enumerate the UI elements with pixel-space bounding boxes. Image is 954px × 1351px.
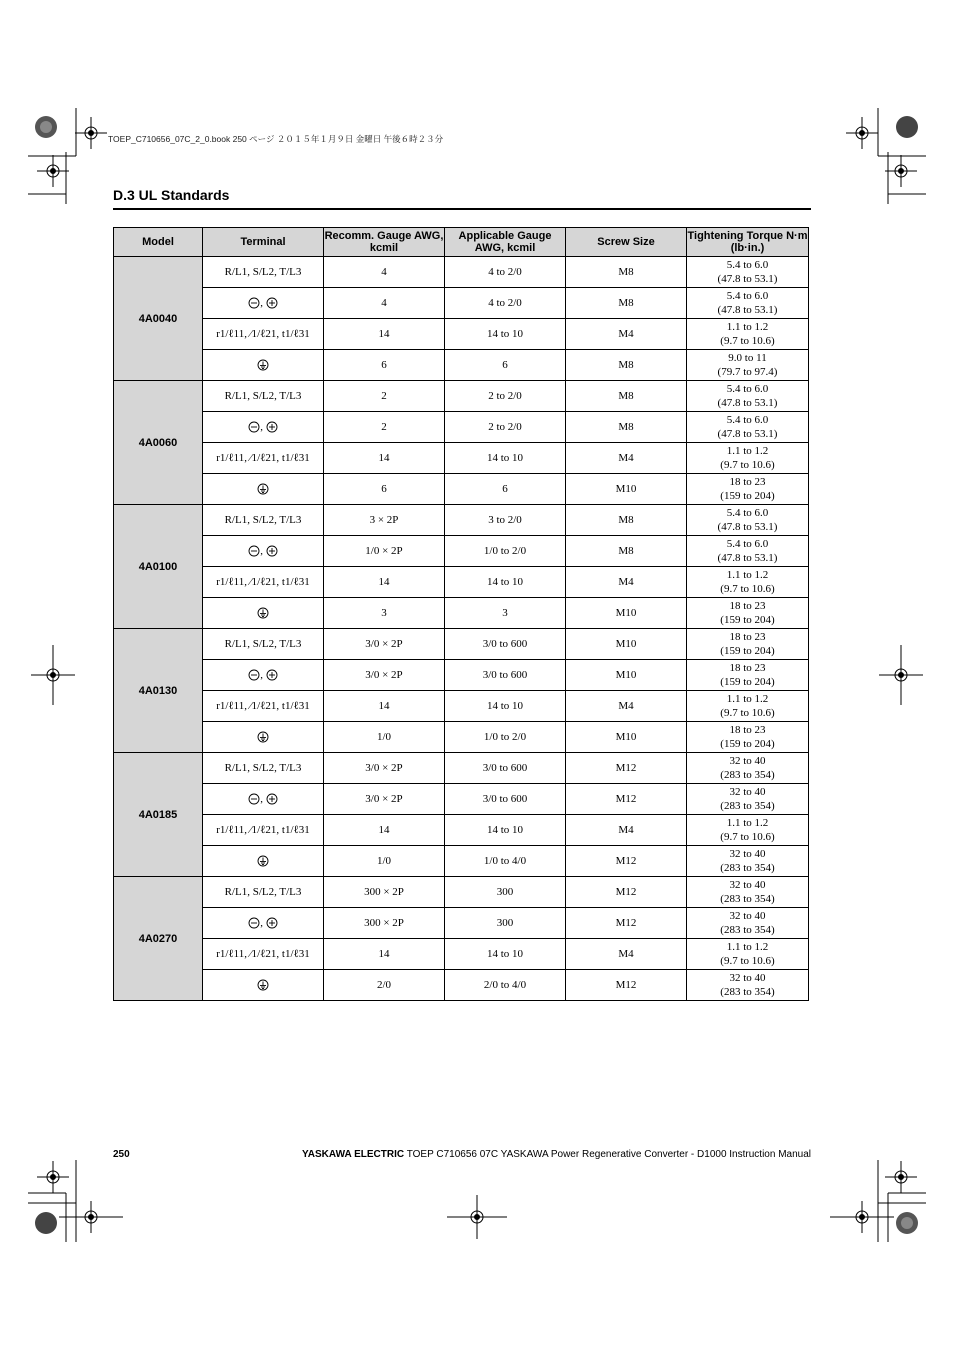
torque-metric: 32 to 40 <box>729 848 766 860</box>
torque-imperial: (283 to 354) <box>720 893 775 905</box>
table-row <box>114 567 809 598</box>
torque-cell <box>687 753 809 784</box>
ground-icon <box>257 359 269 371</box>
torque-metric: 32 to 40 <box>729 786 766 798</box>
torque-metric: 5.4 to 6.0 <box>726 538 769 550</box>
recomm-gauge-cell: 3/0 × 2P <box>324 784 445 815</box>
table-row <box>114 474 809 505</box>
header-model: Model <box>114 228 203 257</box>
header-recomm-gauge: Recomm. Gauge AWG, kcmil <box>324 228 445 257</box>
minus-terminal-icon <box>248 917 260 929</box>
model-cell: 4A0185 <box>114 753 203 877</box>
torque-imperial: (47.8 to 53.1) <box>717 521 778 533</box>
torque-cell <box>687 815 809 846</box>
table-row <box>114 815 809 846</box>
header-terminal: Terminal <box>203 228 324 257</box>
screw-size-cell: M10 <box>566 660 687 691</box>
section-title: D.3 UL Standards <box>113 187 230 203</box>
torque-imperial: (283 to 354) <box>720 862 775 874</box>
torque-cell <box>687 846 809 877</box>
terminal-control-circuit: r1/ℓ11, ⁄1/ℓ21, t1/ℓ31 <box>203 443 324 474</box>
screw-size-cell: M10 <box>566 629 687 660</box>
terminal-dc-bus: , <box>203 784 324 815</box>
recomm-gauge-cell: 3/0 × 2P <box>324 753 445 784</box>
model-cell: 4A0100 <box>114 505 203 629</box>
recomm-gauge-cell: 14 <box>324 443 445 474</box>
applicable-gauge-cell: 300 <box>445 908 566 939</box>
table-header-row <box>114 228 809 257</box>
screw-size-cell: M10 <box>566 474 687 505</box>
applicable-gauge-cell: 14 to 10 <box>445 443 566 474</box>
torque-cell <box>687 567 809 598</box>
screw-size-cell: M12 <box>566 877 687 908</box>
torque-imperial: (283 to 354) <box>720 986 775 998</box>
table-row <box>114 753 809 784</box>
book-header-line: TOEP_C710656_07C_2_0.book 250 ページ ２０１５年１月９日 金曜日 午後６時２３分 <box>108 134 444 144</box>
terminal-main-circuit: R/L1, S/L2, T/L3 <box>203 753 324 784</box>
torque-metric: 32 to 40 <box>729 755 766 767</box>
applicable-gauge-cell: 3 to 2/0 <box>445 505 566 536</box>
applicable-gauge-cell: 3 <box>445 598 566 629</box>
terminal-main-circuit: R/L1, S/L2, T/L3 <box>203 257 324 288</box>
torque-metric: 5.4 to 6.0 <box>726 507 769 519</box>
recomm-gauge-cell: 1/0 × 2P <box>324 536 445 567</box>
terminal-ground <box>203 722 324 753</box>
screw-size-cell: M8 <box>566 412 687 443</box>
applicable-gauge-cell: 14 to 10 <box>445 567 566 598</box>
screw-size-cell: M8 <box>566 536 687 567</box>
torque-cell <box>687 443 809 474</box>
table-row <box>114 691 809 722</box>
recomm-gauge-cell: 4 <box>324 257 445 288</box>
applicable-gauge-cell: 2 to 2/0 <box>445 412 566 443</box>
screw-size-cell: M12 <box>566 970 687 1001</box>
torque-imperial: (283 to 354) <box>720 800 775 812</box>
model-cell: 4A0040 <box>114 257 203 381</box>
table-row <box>114 908 809 939</box>
torque-cell <box>687 288 809 319</box>
recomm-gauge-cell: 14 <box>324 815 445 846</box>
model-cell: 4A0270 <box>114 877 203 1001</box>
recomm-gauge-cell: 300 × 2P <box>324 877 445 908</box>
model-cell: 4A0130 <box>114 629 203 753</box>
table-row <box>114 536 809 567</box>
torque-metric: 5.4 to 6.0 <box>726 414 769 426</box>
torque-cell <box>687 908 809 939</box>
table-row <box>114 939 809 970</box>
ground-icon <box>257 607 269 619</box>
model-cell: 4A0060 <box>114 381 203 505</box>
table-row <box>114 443 809 474</box>
table-row <box>114 505 809 536</box>
torque-cell <box>687 722 809 753</box>
header-applicable-gauge: Applicable Gauge AWG, kcmil <box>445 228 566 257</box>
terminal-control-circuit: r1/ℓ11, ⁄1/ℓ21, t1/ℓ31 <box>203 691 324 722</box>
recomm-gauge-cell: 1/0 <box>324 722 445 753</box>
ground-icon <box>257 855 269 867</box>
torque-metric: 32 to 40 <box>729 879 766 891</box>
recomm-gauge-cell: 14 <box>324 939 445 970</box>
recomm-gauge-cell: 1/0 <box>324 846 445 877</box>
applicable-gauge-cell: 2/0 to 4/0 <box>445 970 566 1001</box>
terminal-ground <box>203 350 324 381</box>
torque-metric: 18 to 23 <box>729 631 766 643</box>
terminal-dc-bus: , <box>203 288 324 319</box>
table-row <box>114 784 809 815</box>
torque-imperial: (9.7 to 10.6) <box>720 583 775 595</box>
minus-terminal-icon <box>248 421 260 433</box>
torque-metric: 5.4 to 6.0 <box>726 383 769 395</box>
terminal-main-circuit: R/L1, S/L2, T/L3 <box>203 505 324 536</box>
torque-cell <box>687 536 809 567</box>
recomm-gauge-cell: 300 × 2P <box>324 908 445 939</box>
table-row <box>114 722 809 753</box>
torque-metric: 5.4 to 6.0 <box>726 259 769 271</box>
screw-size-cell: M4 <box>566 815 687 846</box>
screw-size-cell: M8 <box>566 381 687 412</box>
torque-cell <box>687 660 809 691</box>
plus-terminal-icon <box>266 545 278 557</box>
torque-metric: 18 to 23 <box>729 724 766 736</box>
terminal-main-circuit: R/L1, S/L2, T/L3 <box>203 381 324 412</box>
recomm-gauge-cell: 14 <box>324 691 445 722</box>
torque-imperial: (9.7 to 10.6) <box>720 831 775 843</box>
table-row <box>114 350 809 381</box>
torque-metric: 18 to 23 <box>729 662 766 674</box>
screw-size-cell: M8 <box>566 350 687 381</box>
applicable-gauge-cell: 3/0 to 600 <box>445 753 566 784</box>
torque-cell <box>687 629 809 660</box>
footer-manual: TOEP C710656 07C YASKAWA Power Regenerative Converter - D1000 Instruction Manual <box>406 1149 811 1160</box>
table-row <box>114 319 809 350</box>
recomm-gauge-cell: 3 × 2P <box>324 505 445 536</box>
torque-metric: 32 to 40 <box>729 910 766 922</box>
screw-size-cell: M10 <box>566 722 687 753</box>
terminal-dc-bus: , <box>203 660 324 691</box>
terminal-dc-bus: , <box>203 536 324 567</box>
applicable-gauge-cell: 14 to 10 <box>445 319 566 350</box>
section-rule <box>113 208 811 210</box>
applicable-gauge-cell: 1/0 to 4/0 <box>445 846 566 877</box>
applicable-gauge-cell: 3/0 to 600 <box>445 660 566 691</box>
torque-metric: 18 to 23 <box>729 476 766 488</box>
ul-standards-table <box>113 227 809 1001</box>
applicable-gauge-cell: 1/0 to 2/0 <box>445 722 566 753</box>
screw-size-cell: M4 <box>566 567 687 598</box>
table-row <box>114 288 809 319</box>
screw-size-cell: M8 <box>566 288 687 319</box>
torque-metric: 1.1 to 1.2 <box>726 569 769 581</box>
recomm-gauge-cell: 3 <box>324 598 445 629</box>
torque-imperial: (47.8 to 53.1) <box>717 397 778 409</box>
table-row <box>114 660 809 691</box>
recomm-gauge-cell: 4 <box>324 288 445 319</box>
screw-size-cell: M4 <box>566 319 687 350</box>
page-number: 250 <box>113 1149 130 1160</box>
torque-cell <box>687 691 809 722</box>
torque-cell <box>687 939 809 970</box>
torque-cell <box>687 257 809 288</box>
screw-size-cell: M12 <box>566 908 687 939</box>
minus-terminal-icon <box>248 297 260 309</box>
torque-metric: 1.1 to 1.2 <box>726 693 769 705</box>
torque-cell <box>687 319 809 350</box>
applicable-gauge-cell: 14 to 10 <box>445 939 566 970</box>
applicable-gauge-cell: 300 <box>445 877 566 908</box>
terminal-ground <box>203 598 324 629</box>
terminal-control-circuit: r1/ℓ11, ⁄1/ℓ21, t1/ℓ31 <box>203 567 324 598</box>
screw-size-cell: M4 <box>566 691 687 722</box>
recomm-gauge-cell: 14 <box>324 567 445 598</box>
terminal-dc-bus: , <box>203 908 324 939</box>
table-row <box>114 846 809 877</box>
torque-imperial: (283 to 354) <box>720 924 775 936</box>
torque-imperial: (79.7 to 97.4) <box>717 366 778 378</box>
terminal-ground <box>203 474 324 505</box>
terminal-control-circuit: r1/ℓ11, ⁄1/ℓ21, t1/ℓ31 <box>203 939 324 970</box>
recomm-gauge-cell: 2/0 <box>324 970 445 1001</box>
plus-terminal-icon <box>266 297 278 309</box>
torque-metric: 1.1 to 1.2 <box>726 321 769 333</box>
torque-imperial: (283 to 354) <box>720 769 775 781</box>
applicable-gauge-cell: 6 <box>445 350 566 381</box>
plus-terminal-icon <box>266 669 278 681</box>
plus-terminal-icon <box>266 917 278 929</box>
terminal-control-circuit: r1/ℓ11, ⁄1/ℓ21, t1/ℓ31 <box>203 319 324 350</box>
screw-size-cell: M8 <box>566 505 687 536</box>
plus-terminal-icon <box>266 421 278 433</box>
recomm-gauge-cell: 2 <box>324 381 445 412</box>
footer-brand: YASKAWA ELECTRIC <box>302 1149 405 1160</box>
terminal-control-circuit: r1/ℓ11, ⁄1/ℓ21, t1/ℓ31 <box>203 815 324 846</box>
footer-manual-title <box>302 1149 811 1160</box>
table-row <box>114 381 809 412</box>
header-tightening-torque: Tightening Torque N·m (lb·in.) <box>687 228 809 257</box>
recomm-gauge-cell: 14 <box>324 319 445 350</box>
screw-size-cell: M12 <box>566 784 687 815</box>
torque-imperial: (159 to 204) <box>720 614 775 626</box>
torque-cell <box>687 784 809 815</box>
table-row <box>114 598 809 629</box>
table-row <box>114 970 809 1001</box>
torque-cell <box>687 350 809 381</box>
torque-cell <box>687 598 809 629</box>
applicable-gauge-cell: 3/0 to 600 <box>445 784 566 815</box>
minus-terminal-icon <box>248 793 260 805</box>
torque-imperial: (9.7 to 10.6) <box>720 459 775 471</box>
torque-imperial: (9.7 to 10.6) <box>720 955 775 967</box>
torque-imperial: (47.8 to 53.1) <box>717 428 778 440</box>
torque-imperial: (159 to 204) <box>720 490 775 502</box>
recomm-gauge-cell: 2 <box>324 412 445 443</box>
header-screw-size: Screw Size <box>566 228 687 257</box>
terminal-ground <box>203 846 324 877</box>
table-row <box>114 877 809 908</box>
torque-imperial: (47.8 to 53.1) <box>717 552 778 564</box>
applicable-gauge-cell: 4 to 2/0 <box>445 257 566 288</box>
ground-icon <box>257 483 269 495</box>
table-row <box>114 257 809 288</box>
recomm-gauge-cell: 3/0 × 2P <box>324 629 445 660</box>
torque-imperial: (47.8 to 53.1) <box>717 273 778 285</box>
minus-terminal-icon <box>248 669 260 681</box>
terminal-main-circuit: R/L1, S/L2, T/L3 <box>203 629 324 660</box>
applicable-gauge-cell: 3/0 to 600 <box>445 629 566 660</box>
torque-imperial: (9.7 to 10.6) <box>720 335 775 347</box>
screw-size-cell: M4 <box>566 443 687 474</box>
torque-cell <box>687 970 809 1001</box>
screw-size-cell: M12 <box>566 846 687 877</box>
terminal-dc-bus: , <box>203 412 324 443</box>
recomm-gauge-cell: 3/0 × 2P <box>324 660 445 691</box>
torque-cell <box>687 381 809 412</box>
torque-metric: 9.0 to 11 <box>728 352 767 364</box>
torque-imperial: (9.7 to 10.6) <box>720 707 775 719</box>
torque-imperial: (159 to 204) <box>720 676 775 688</box>
torque-cell <box>687 474 809 505</box>
applicable-gauge-cell: 6 <box>445 474 566 505</box>
torque-metric: 1.1 to 1.2 <box>726 445 769 457</box>
table-row <box>114 412 809 443</box>
ground-icon <box>257 979 269 991</box>
torque-metric: 1.1 to 1.2 <box>726 941 769 953</box>
applicable-gauge-cell: 4 to 2/0 <box>445 288 566 319</box>
torque-cell <box>687 505 809 536</box>
screw-size-cell: M10 <box>566 598 687 629</box>
torque-imperial: (159 to 204) <box>720 738 775 750</box>
screw-size-cell: M4 <box>566 939 687 970</box>
torque-cell <box>687 877 809 908</box>
terminal-main-circuit: R/L1, S/L2, T/L3 <box>203 877 324 908</box>
applicable-gauge-cell: 2 to 2/0 <box>445 381 566 412</box>
terminal-ground <box>203 970 324 1001</box>
torque-metric: 1.1 to 1.2 <box>726 817 769 829</box>
torque-metric: 32 to 40 <box>729 972 766 984</box>
applicable-gauge-cell: 14 to 10 <box>445 815 566 846</box>
torque-metric: 5.4 to 6.0 <box>726 290 769 302</box>
screw-size-cell: M8 <box>566 257 687 288</box>
recomm-gauge-cell: 6 <box>324 474 445 505</box>
recomm-gauge-cell: 6 <box>324 350 445 381</box>
torque-imperial: (47.8 to 53.1) <box>717 304 778 316</box>
applicable-gauge-cell: 14 to 10 <box>445 691 566 722</box>
plus-terminal-icon <box>266 793 278 805</box>
ground-icon <box>257 731 269 743</box>
minus-terminal-icon <box>248 545 260 557</box>
screw-size-cell: M12 <box>566 753 687 784</box>
applicable-gauge-cell: 1/0 to 2/0 <box>445 536 566 567</box>
torque-metric: 18 to 23 <box>729 600 766 612</box>
table-row <box>114 629 809 660</box>
torque-cell <box>687 412 809 443</box>
torque-imperial: (159 to 204) <box>720 645 775 657</box>
